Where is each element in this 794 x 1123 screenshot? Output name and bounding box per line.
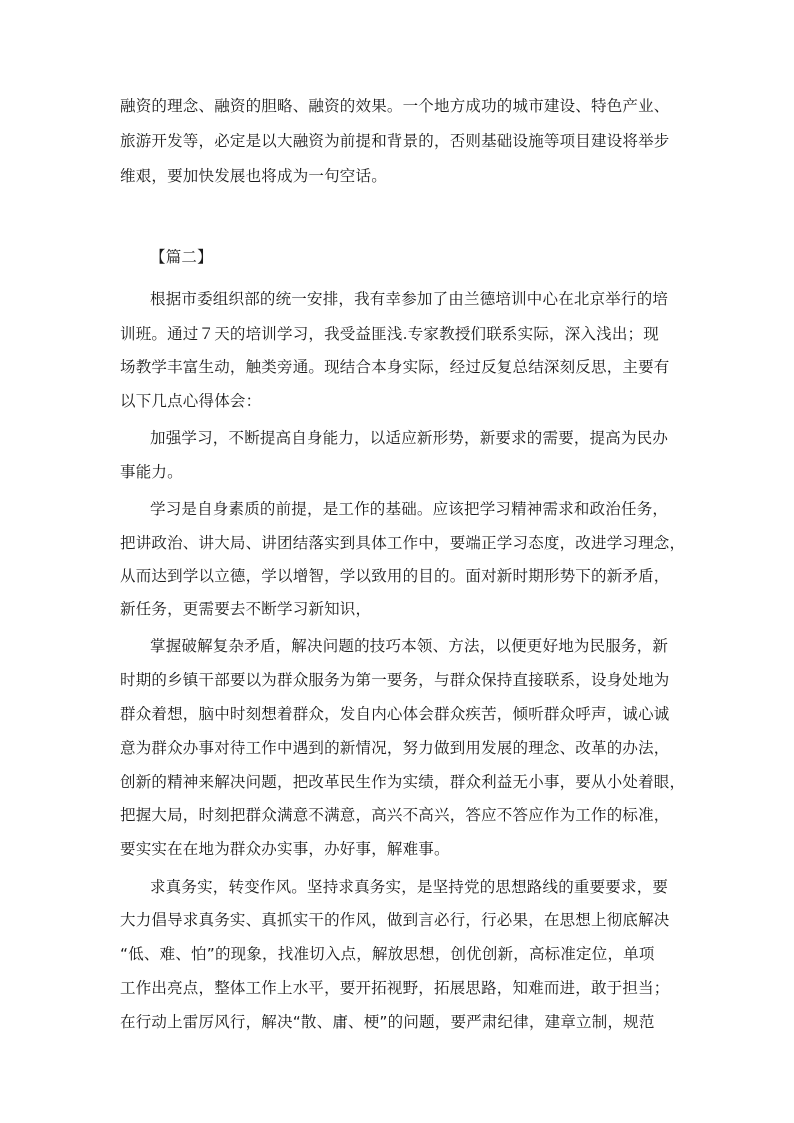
text-line: 掌握破解复杂矛盾，解决问题的技巧本领、方法，以便更好地为民服务，新: [150, 637, 669, 655]
text-line: 工作出亮点，整体工作上水平，要开拓视野，拓展思路，知难而进，敢于担当；: [120, 979, 670, 997]
text-line: “低、难、怕”的现象，找准切入点，解放思想，创优创新，高标准定位，单项: [120, 945, 655, 963]
text-line: 大力倡导求真务实、真抓实干的作风，做到言必行，行必果，在思想上彻底解决: [120, 911, 670, 929]
text-line: 求真务实，转变作风。坚持求真务实，是坚持党的思想路线的重要要求，要: [150, 878, 669, 896]
text-line: 训班。通过７天的培训学习，我受益匪浅.专家教授们联系实际，深入浅出；现: [120, 325, 659, 343]
text-line: 根据市委组织部的统一安排，我有幸参加了由兰德培训中心在北京举行的培: [150, 290, 669, 308]
text-line: 加强学习，不断提高自身能力，以适应新形势，新要求的需要，提高为民办: [150, 429, 669, 447]
text-line: 把握大局，时刻把群众满意不满意，高兴不高兴，答应不答应作为工作的标准，: [120, 806, 670, 824]
section-heading: 【篇二】: [150, 248, 213, 266]
text-line: 维艰，要加快发展也将成为一句空话。: [120, 167, 387, 185]
text-line: 学习是自身素质的前提，是工作的基础。应该把学习精神需求和政治任务，: [150, 500, 669, 518]
text-line: 从而达到学以立德，学以增智，学以致用的目的。面对新时期形势下的新矛盾，: [120, 567, 670, 585]
text-line: 融资的理念、融资的胆略、融资的效果。一个地方成功的城市建设、特色产业、: [120, 97, 670, 115]
text-line: 时期的乡镇干部要以为群众服务为第一要务，与群众保持直接联系，设身处地为: [120, 671, 670, 689]
text-line: 创新的精神来解决问题，把改革民生作为实绩，群众利益无小事，要从小处着眼，: [120, 773, 686, 791]
text-line: 群众着想，脑中时刻想着群众，发自内心体会群众疾苦，倾听群众呼声，诚心诚: [120, 705, 670, 723]
text-line: 场教学丰富生动，触类旁通。现结合本身实际，经过反复总结深刻反思，主要有: [120, 358, 670, 376]
text-line: 事能力。: [120, 463, 183, 481]
text-line: 以下几点心得体会：: [120, 392, 262, 410]
text-line: 要实实在在地为群众办实事，办好事，解难事。: [120, 840, 450, 858]
text-line: 把讲政治、讲大局、讲团结落实到具体工作中，要端正学习态度，改进学习理念，: [120, 534, 686, 552]
text-line: 旅游开发等，必定是以大融资为前提和背景的，否则基础设施等项目建设将举步: [120, 132, 670, 150]
text-line: 意为群众办事对待工作中遇到的新情况，努力做到用发展的理念、改革的办法，: [120, 739, 670, 757]
text-line: 新任务，更需要去不断学习新知识，: [120, 600, 372, 618]
text-line: 在行动上雷厉风行，解决“散、庸、梗”的问题，要严肃纪律，建章立制，规范: [120, 1013, 655, 1031]
